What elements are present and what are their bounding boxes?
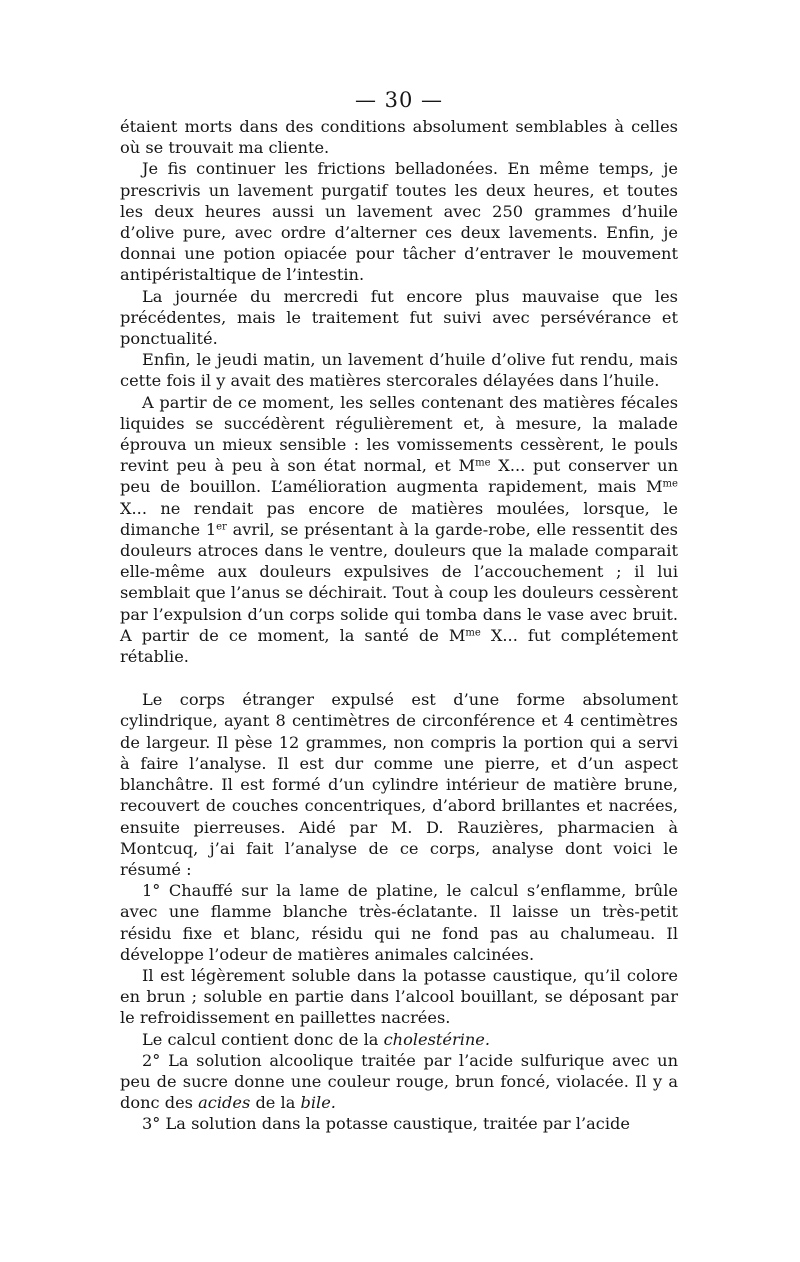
paragraph: étaient morts dans des conditions absolument semblables à celles où se trouvait ma cliente. [120,117,678,158]
paragraph: Enfin, le jeudi matin, un lavement d’huile d’olive fut rendu, mais cette fois il y avait des matières stercorales délayées dans l’huile. [120,350,678,391]
paragraph: A partir de ce moment, les selles contenant des matières fécales liquides se succédèrent régulièrement et, à mesure, la malade éprouva un mieux sensible : les vomissements cessèrent, le pouls revint peu à peu à son état normal, et $M^{me}$ X... put conserver un peu de bouillon. L’amélioration augmenta rapidement, mais $M^{me}$ X... ne rendait pas encore de matières moulées, lorsque, le dimanche 1er avril, se présentant à la garde-robe, elle ressentit des douleurs atroces dans le ventre, douleurs que la malade comparait elle-même aux douleurs expulsives de l’accouchement ; il lui semblait que l’anus se déchirait. Tout à coup les douleurs cessèrent par l’expulsion d’un corps solide qui tomba dans le vase avec bruit. A partir de ce moment, la santé de $M^{me}$ X... fut complétement rétablie. [120,392,679,667]
page-body [120,116,678,1135]
paragraph: 1° Chauffé sur la lame de platine, le calcul s’enflamme, brûle avec une flamme blanche très-éclatante. Il laisse un très-petit résidu fixe et blanc, résidu qui ne fond pas au chalumeau. Il développe l’odeur de matières animales calcinées. [120,881,678,964]
paragraph: La journée du mercredi fut encore plus mauvaise que les précédentes, mais le traitement fut suivi avec persévérance et ponctualité. [120,286,678,349]
page-number: — 30 — [354,88,444,112]
paragraph: Le calcul contient donc de la cholestérine. [142,1029,491,1049]
paragraph: Le corps étranger expulsé est d’une forme absolument cylindrique, ayant 8 centimètres de circonférence et 4 centimètres de largeur. Il pèse 12 grammes, non compris la portion qui a servi à faire l’analyse. Il est dur comme une pierre, et d’un aspect blanchâtre. Il est formé d’un cylindre intérieur de matière brune, recouvert de couches concentriques, d’abord brillantes et nacrées, ensuite pierreuses. Aidé par M. D. Rauzières, pharmacien à Montcuq, j’ai fait l’analyse de ce corps, analyse dont voici le résumé : [120,690,678,879]
paragraph: 3° La solution dans la potasse caustique, traitée par l’acide [142,1114,630,1134]
paragraph: Il est légèrement soluble dans la potasse caustique, qu’il colore en brun ; soluble en partie dans l’alcool bouillant, se déposant par le refroidissement en paillettes nacrées. [120,965,678,1028]
paragraph: Je fis continuer les frictions belladonées. En même temps, je prescrivis un lavement purgatif toutes les deux heures, et toutes les deux heures aussi un lavement avec 250 grammes d’huile d’olive pure, avec ordre d’alterner ces deux lavements. Enfin, je donnai une potion opiacée pour tâcher d’entraver le mouvement antipéristaltique de l’intestin. [120,159,678,285]
paragraph: 2° La solution alcoolique traitée par l’acide sulfurique avec un peu de sucre donne une couleur rouge, brun foncé, violacée. Il y a donc des acides de la bile. [120,1050,678,1113]
